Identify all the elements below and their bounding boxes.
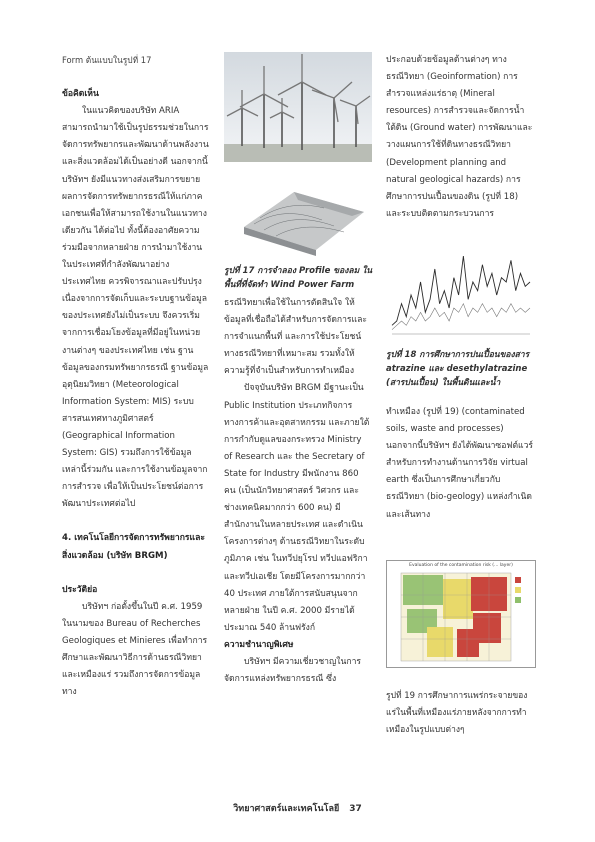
wind-turbines-image <box>224 52 372 162</box>
comments-paragraph: ในแนวคิดของบริษัท ARIA สามารถนำมาใช้เป็นรูปธรรมช่วยในการจัดการทรัพยากรและพัฒนาด้านพลังงาน และสิ่งแวดล้อมได้เป็นอย่างดี นอกจากนี้บริษัทฯ ยังมีแนวทางส่งเสริมการขยายผลการจัดการทรัพยากรธรณีให้แก่ภาคเอกชนเพื่อให้สามารถใช้งานในแนวทางเดียวกัน ได้ต่อไป ทั้งนี้ต้องอาศัยความร่วมมือจากหลายฝ่าย การนำมาใช้งานในประเทศที่กำลังพัฒนาอย่างประเทศไทย ควรพิจารณาและปรับปรุง เนื่องจากการจัดเก็บและระบบฐานข้อมูลของประเทศยังไม่เป็นระบบ จึงควรเริ่มจากการเชื่อมโยงข้อมูลที่มีอยู่ในหน่วยงานต่างๆ ของประเทศไทย เช่น ฐานข้อมูลของกรมทรัพยากรธรณี ฐานข้อมูลอุตุนิยมวิทยา (Meteorological Information System: MIS) ระบบสารสนเทศทางภูมิศาสตร์ (Geographical Information System: GIS) รวมถึงการใช้ข้อมูลเหล่านี้ร่วมกัน และการใช้งานข้อมูลจากการสำรวจ เพื่อให้เป็นประโยชน์ต่อการพัฒนาประเทศต่อไป <box>62 106 209 510</box>
footer-title: วิทยาศาสตร์และเทคโนโลยี <box>233 804 340 814</box>
map-title: Evaluation of the contamination risk (... layer) <box>409 563 513 568</box>
figure18-caption: รูปที่ 18 การศึกษาการปนเปื้อนของสาร atrazine และ desethylatrazine (สารปนเปื้อน) ในพื้นดินและน้ำ <box>386 350 530 388</box>
figure19-caption-block <box>386 688 536 739</box>
figure-reference: Form ต้นแบบในรูปที่ 17 <box>62 55 152 65</box>
right-column <box>386 52 534 223</box>
contamination-map-image <box>387 569 535 667</box>
left-column <box>62 52 210 701</box>
section-heading-expertise: ความชำนาญพิเศษ <box>224 639 294 650</box>
figure18-caption-block <box>386 348 536 390</box>
wind-farm-photo <box>224 52 372 162</box>
contamination-line-chart <box>386 250 536 342</box>
terrain-profile-image <box>224 172 372 257</box>
series-line-2 <box>392 304 530 330</box>
figure17-caption-block <box>224 264 374 292</box>
section-heading-history: ประวัติย่อ <box>62 584 98 595</box>
contamination-map <box>386 560 536 668</box>
figure17-caption: รูปที่ 17 การจำลอง Profile ของลม ในพื้นที่ที่จัดทำ Wind Power Farm <box>224 266 373 290</box>
series-line-1 <box>392 256 530 325</box>
middle-column <box>224 295 372 688</box>
middle-paragraph-1: ธรณีวิทยาเพื่อใช้ในการตัดสินใจ ให้ข้อมูลที่เชื่อถือได้สำหรับการจัดการและการจำแนกพื้นที่ และการใช้ประโยชน์ทางธรณีวิทยาที่เหมาะสม รวมทั้งให้ความรู้ที่จำเป็นสำหรับการทำเหมือง <box>224 298 367 377</box>
page-number: 37 <box>349 804 362 814</box>
terrain-profile-figure <box>224 172 372 257</box>
middle-paragraph-2: ปัจจุบันบริษัท BRGM มีฐานะเป็น Public Institution ประเภทกิจการทางการค้าและอุตสาหกรรม และภายใต้การกำกับดูแลของกระทรวง Ministry of Research และ the Secretary of State for Industry มีพนักงาน 860 คน (เป็นนักวิทยาศาสตร์ วิศวกร และช่างเทคนิคมากกว่า 600 คน) มีสำนักงานในหลายประเทศ และดำเนินโครงการต่างๆ ด้านธรณีวิทยาในระดับภูมิภาค เช่น ในทวีปยุโรป ทวีปแอฟริกา และทวีปเอเชีย โดยมีโครงการมากกว่า 40 ประเทศ ภายใต้การสนับสนุนจากหลายฝ่าย ในปี ค.ศ. 2000 มีรายได้ประมาณ 540 ล้านฟรังก์ <box>224 383 370 633</box>
page-footer <box>0 801 595 815</box>
history-paragraph: บริษัทฯ ก่อตั้งขึ้นในปี ค.ศ. 1959 ในนามของ Bureau of Recherches Geologiques et Minieres เพื่อทำการศึกษาและพัฒนาวิธีการด้านธรณีวิทยาและเหมืองแร่ รวมถึงการจัดการข้อมูลทาง <box>62 601 208 698</box>
contamination-chart <box>386 250 536 342</box>
middle-paragraph-3: บริษัทฯ มีความเชี่ยวชาญในการจัดการแหล่งทรัพยากรธรณี ซึ่ง <box>224 656 362 685</box>
section-heading-comments: ข้อคิดเห็น <box>62 89 99 100</box>
right-paragraph-2: ทำเหมือง (รูปที่ 19) (contaminated soils, waste and processes) นอกจากนี้บริษัทฯ ยังได้พัฒนาซอฟต์แวร์สำหรับการทำงานด้านการวิจัย virtual earth ซึ่งเป็นการศึกษาเกี่ยวกับธรณีวิทยา (bio-geology) แหล่งกำเนิดและเส้นทาง <box>386 407 534 520</box>
section-heading-brgm: 4. เทคโนโลยีการจัดการทรัพยากรและสิ่งแวดล้อม (บริษัท BRGM) <box>62 533 205 561</box>
right-column-lower <box>386 404 534 524</box>
figure19-caption: รูปที่ 19 การศึกษาการแพร่กระจายของแร่ในพื้นที่เหมืองแร่ภายหลังจากการทำเหมืองในรูปแบบต่างๆ <box>386 691 528 735</box>
right-paragraph-1: ประกอบด้วยข้อมูลด้านต่างๆ ทางธรณีวิทยา (Geoinformation) การสำรวจแหล่งแร่ธาตุ (Mineral resources) การสำรวจและจัดการน้ำใต้ดิน (Ground water) การพัฒนาและวางแผนการใช้ที่ดินทางธรณีวิทยา (Development planning and natural geological hazards) การศึกษาการปนเปื้อนของดิน (รูปที่ 18) และระบบติดตามกระบวนการ <box>386 55 533 219</box>
